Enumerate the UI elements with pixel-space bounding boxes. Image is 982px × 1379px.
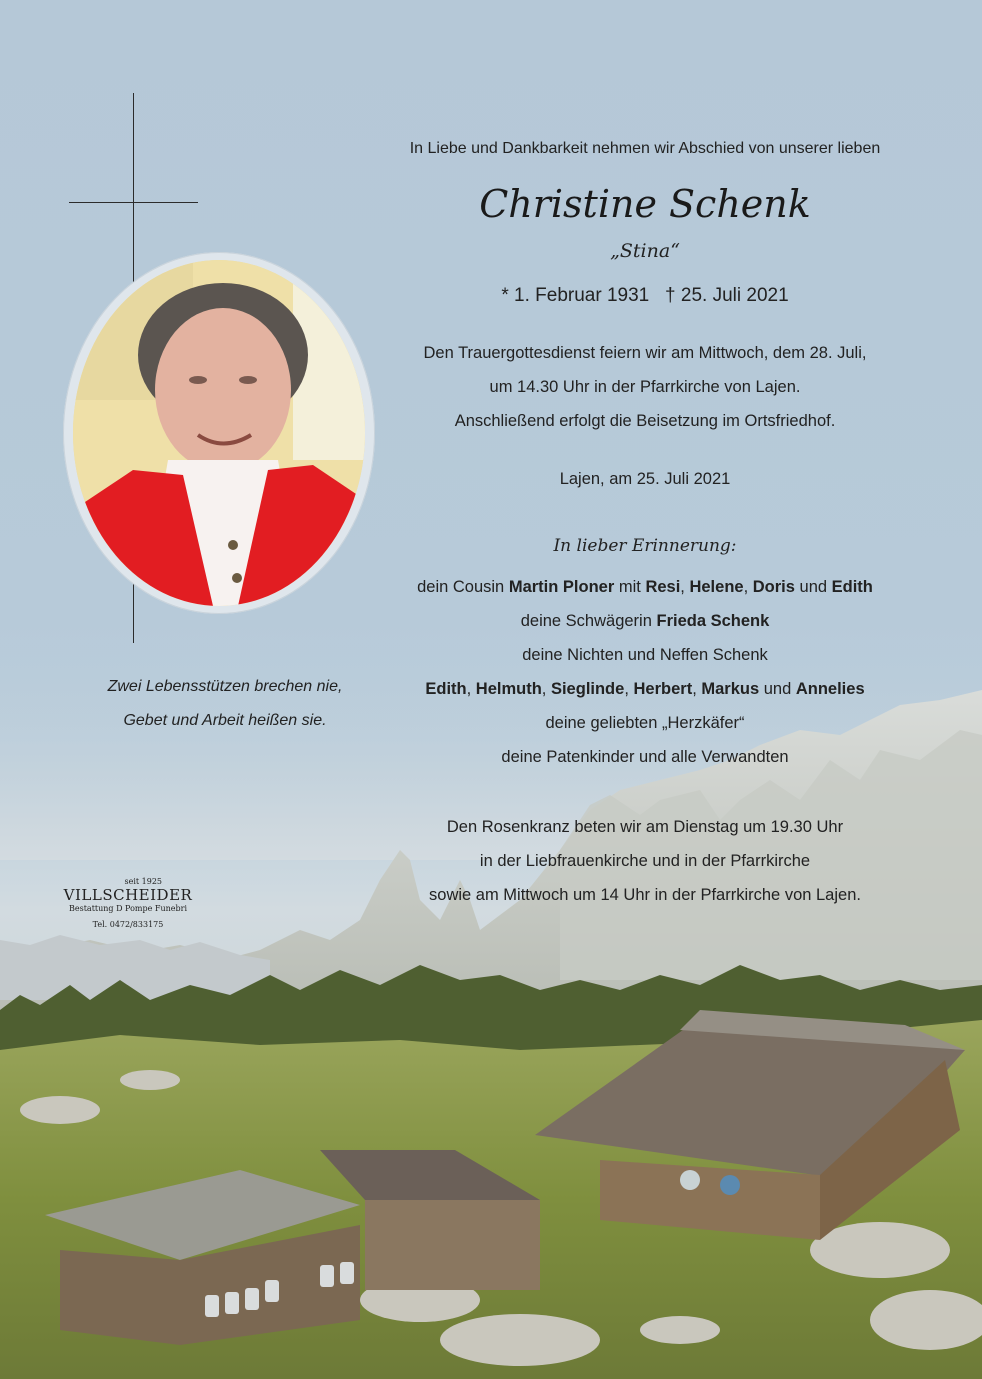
- mourner-line: deine Nichten und Neffen Schenk: [522, 646, 768, 664]
- funeral-home-phone: Tel. 0472/833175: [92, 920, 164, 929]
- funeral-home-logo: [58, 877, 198, 932]
- mourner-line: Edith, Helmuth, Sieglinde, Herbert, Markus und Annelies: [425, 680, 865, 698]
- memory-title: In lieber Erinnerung:: [553, 536, 737, 556]
- life-dates: * 1. Februar 1931 † 25. Juli 2021: [501, 285, 789, 306]
- place-date: Lajen, am 25. Juli 2021: [559, 470, 731, 488]
- intro-text: In Liebe und Dankbarkeit nehmen wir Abschied von unserer lieben: [409, 140, 881, 157]
- funeral-home-brand: VILLSCHEIDER: [63, 886, 193, 904]
- mourner-line: deine Schwägerin Frieda Schenk: [520, 612, 770, 630]
- deceased-name: Christine Schenk: [479, 182, 811, 226]
- mourner-line: deine geliebten „Herzkäfer“: [545, 714, 745, 732]
- nickname: „Stina“: [610, 240, 680, 262]
- memorial-quote: [60, 670, 390, 738]
- rosary-line: in der Liebfrauenkirche und in der Pfarrkirche: [479, 852, 811, 870]
- portrait-photo: [73, 260, 365, 606]
- service-line: um 14.30 Uhr in der Pfarrkirche von Lajen.: [489, 378, 801, 396]
- funeral-home-since: seit 1925: [124, 877, 162, 886]
- service-line: Anschließend erfolgt die Beisetzung im Ortsfriedhof.: [454, 412, 836, 430]
- funeral-home-subtitle: Bestattung D Pompe Funebri: [68, 904, 187, 913]
- quote-line: Gebet und Arbeit heißen sie.: [123, 712, 327, 729]
- mourner-line: dein Cousin Martin Ploner mit Resi, Helene, Doris und Edith: [417, 578, 873, 596]
- rosary-line: Den Rosenkranz beten wir am Dienstag um 19.30 Uhr: [446, 818, 844, 836]
- mourners-list: [380, 570, 910, 774]
- mourner-line: deine Patenkinder und alle Verwandten: [501, 748, 789, 766]
- rosary-info: [380, 810, 910, 912]
- cross-horizontal-line: [69, 202, 198, 203]
- service-info: [380, 336, 910, 438]
- rosary-line: sowie am Mittwoch um 14 Uhr in der Pfarrkirche von Lajen.: [429, 886, 861, 904]
- service-line: Den Trauergottesdienst feiern wir am Mittwoch, dem 28. Juli,: [423, 344, 867, 362]
- quote-line: Zwei Lebensstützen brechen nie,: [107, 678, 343, 695]
